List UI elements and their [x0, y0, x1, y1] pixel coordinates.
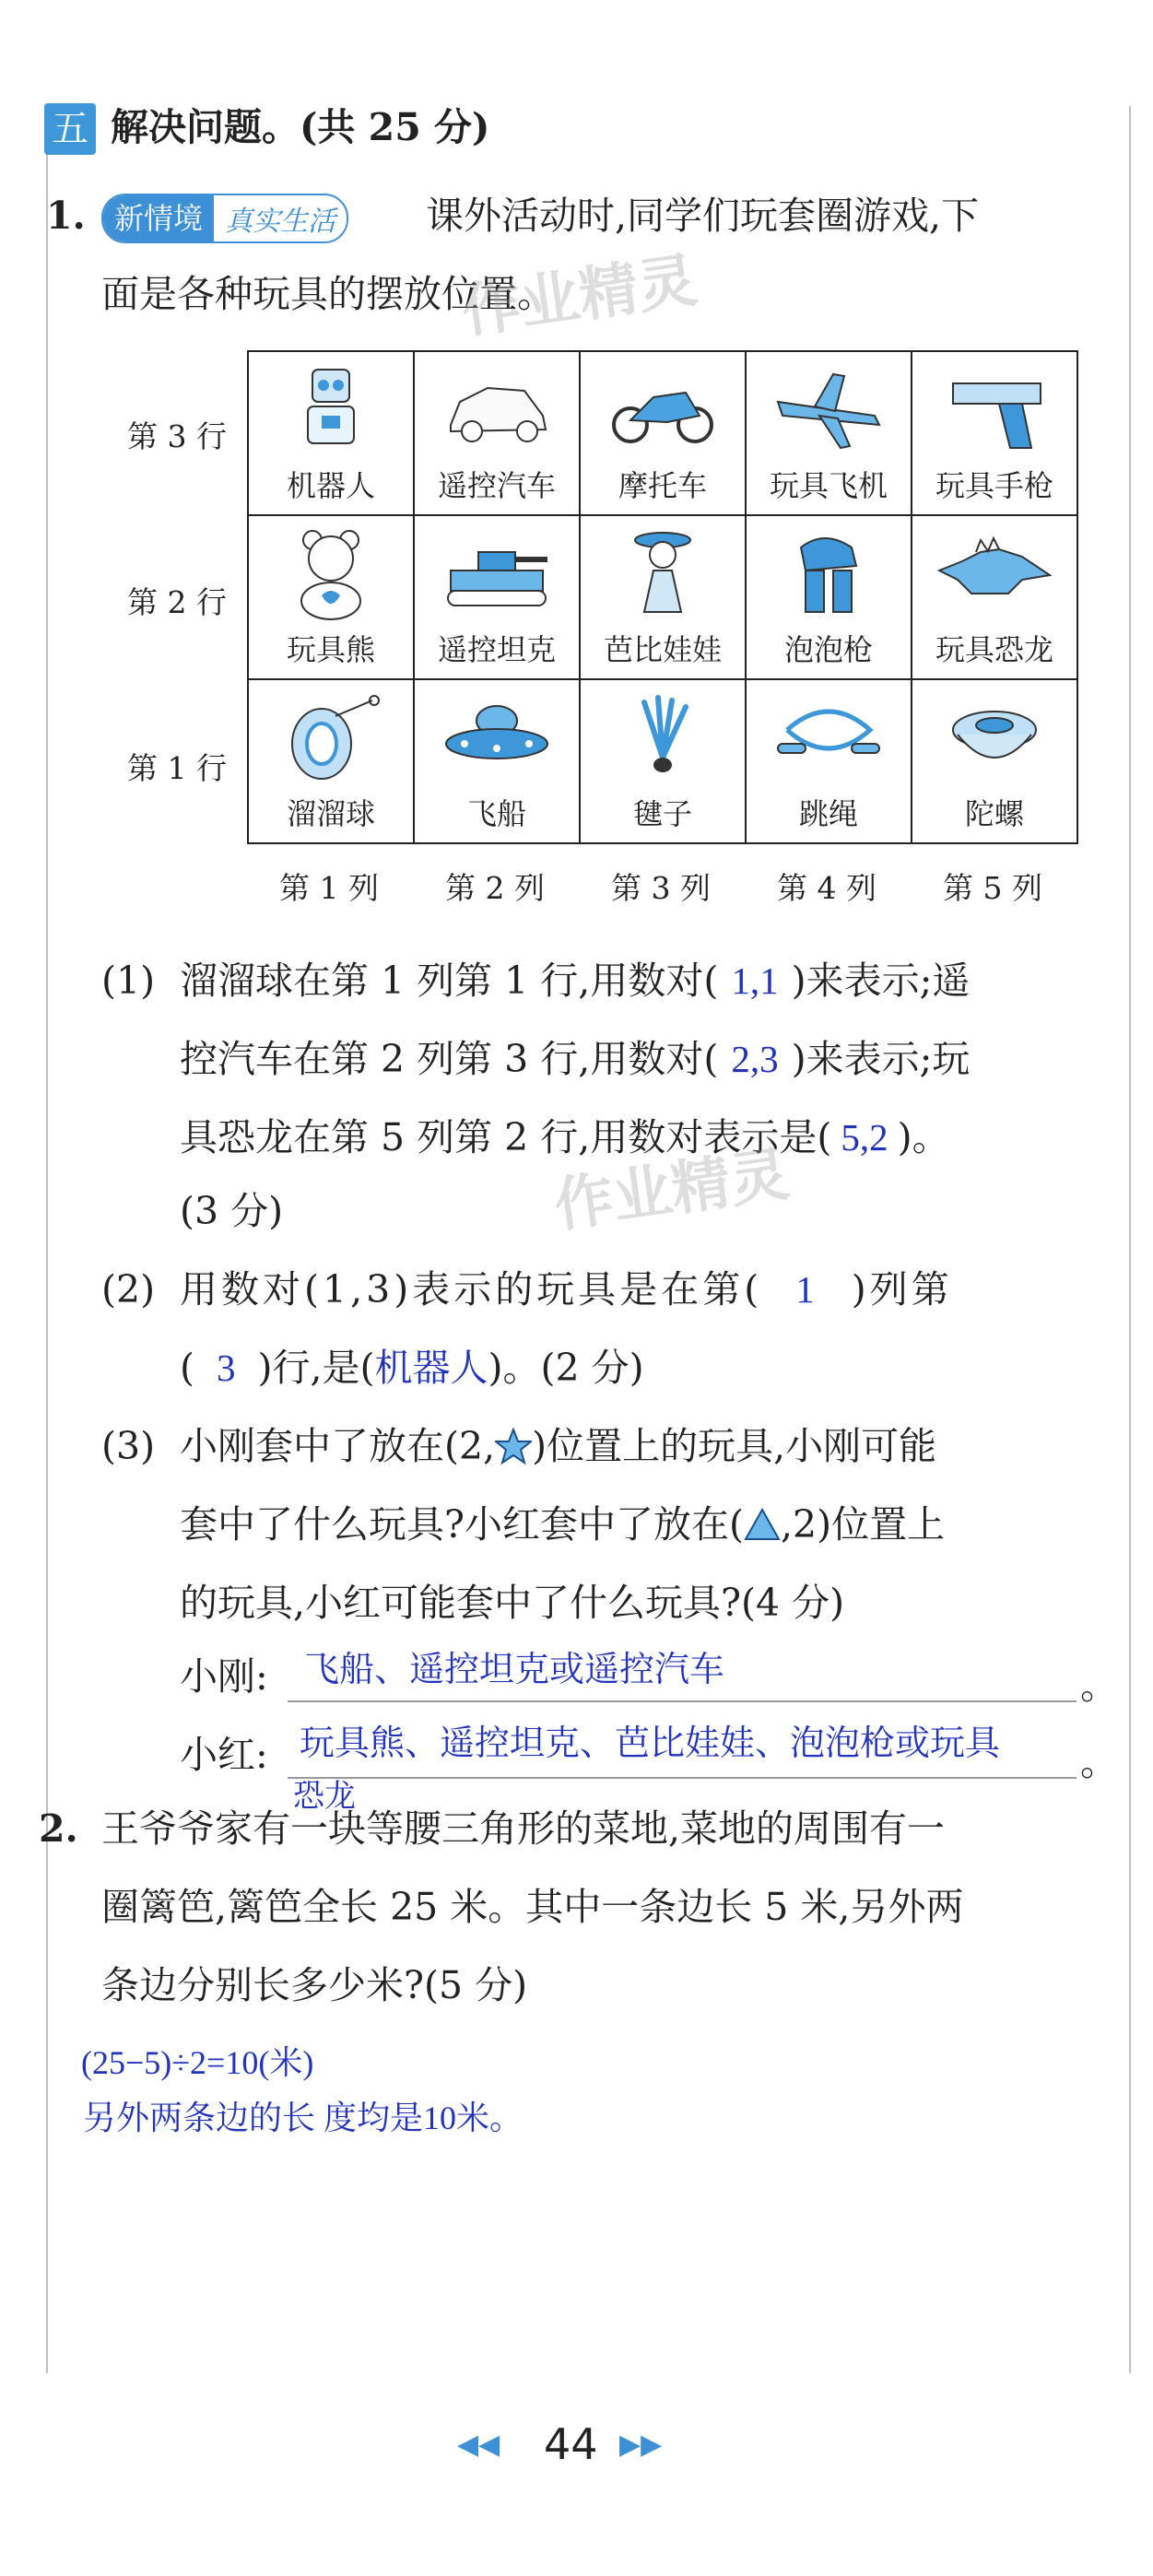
- text-segment: 小刚套中了放在(2,: [180, 1424, 496, 1468]
- period: 。: [1080, 1740, 1118, 1784]
- toy-label: 玩具飞机: [769, 468, 888, 503]
- car-icon: [437, 365, 557, 457]
- text-segment: 用数对(1,3)表示的玩具是在第(: [180, 1267, 763, 1312]
- toy-label: 溜溜球: [286, 796, 375, 831]
- points-note: (3 分): [180, 1189, 284, 1233]
- grid-cell: [912, 351, 1077, 515]
- sub-question-line: [180, 1346, 644, 1391]
- sub-question-line: [180, 1424, 936, 1469]
- toy-label: 机器人: [286, 468, 375, 503]
- answer-underline: [288, 1777, 1077, 1779]
- sub-question-line: 的玩具,小红可能套中了什么玩具?(4 分): [180, 1581, 845, 1625]
- toy-label: 毽子: [632, 796, 692, 831]
- toy-label: 飞船: [466, 796, 526, 831]
- answer-value: 5,2: [841, 1116, 888, 1159]
- text-segment: )。(2 分): [488, 1346, 644, 1390]
- text-segment: )列第: [851, 1267, 953, 1312]
- text-segment: 具恐龙在第 5 列第 2 行,用数对表示是(: [180, 1115, 832, 1159]
- sub-question-line: [180, 1267, 953, 1312]
- pistol-icon: [935, 365, 1054, 457]
- answer-xiaohong-continued: 恐龙: [293, 1780, 356, 1814]
- answer-xiaohong: 玩具熊、遥控坦克、芭比娃娃、泡泡枪或玩具: [300, 1724, 1001, 1763]
- shuttlecock-icon: [603, 693, 723, 785]
- dinosaur-icon: [935, 529, 1054, 621]
- grid-cell: [248, 679, 414, 843]
- text-segment: ,2)位置上: [780, 1502, 946, 1547]
- answer-xiaogang: 飞船、遥控坦克或遥控汽车: [304, 1651, 725, 1689]
- section-title: 解决问题。(共 25 分): [111, 105, 490, 149]
- question-line: 王爷爷家有一块等腰三角形的菜地,菜地的周围有一: [101, 1806, 946, 1851]
- bubble-gun-icon: [769, 529, 888, 621]
- grid-cell: [580, 351, 746, 515]
- sub-question-line: [180, 1502, 945, 1547]
- answer-value: 机器人: [374, 1347, 488, 1389]
- toy-label: 跳绳: [798, 796, 858, 831]
- answer-label-xiaohong: 小红:: [180, 1733, 268, 1777]
- tank-icon: [437, 529, 557, 621]
- sub-question-line: [180, 959, 970, 1004]
- grid-row: [248, 351, 1077, 515]
- answer-label-xiaogang: 小刚:: [180, 1654, 268, 1699]
- grid-row: [248, 679, 1077, 843]
- tag-real-life: 真实生活: [225, 206, 336, 238]
- grid-cell: [746, 351, 912, 515]
- row-label: 第 2 行: [127, 584, 227, 620]
- text-segment: )行,是(: [257, 1346, 375, 1390]
- right-margin-line: [1129, 106, 1131, 2373]
- text-segment: )。: [897, 1115, 950, 1159]
- text-segment: )来表示;玩: [791, 1037, 971, 1081]
- row-label: 第 1 行: [127, 750, 227, 786]
- airplane-icon: [769, 365, 888, 457]
- text-segment: 溜溜球在第 1 列第 1 行,用数对(: [180, 959, 719, 1003]
- prev-page-arrows-icon[interactable]: ◀◀: [457, 2429, 500, 2461]
- text-segment: )来表示;遥: [791, 959, 971, 1003]
- motorcycle-icon: [603, 365, 723, 457]
- grid-cell: [414, 351, 580, 515]
- teddy-bear-icon: [271, 529, 391, 621]
- star-icon: [495, 1428, 532, 1464]
- toy-label: 摩托车: [618, 468, 707, 503]
- answer-value: 3: [217, 1347, 236, 1389]
- sub-question-number: (3): [101, 1424, 156, 1468]
- column-label: 第 3 列: [611, 870, 711, 906]
- triangle-icon: [744, 1506, 781, 1543]
- spinning-top-icon: [935, 693, 1054, 785]
- answer-value: 1,1: [731, 959, 779, 1002]
- sub-question-number: (2): [101, 1267, 156, 1312]
- question-intro-line: 课外活动时,同学们玩套圈游戏,下: [426, 194, 980, 238]
- toy-label: 陀螺: [964, 796, 1024, 831]
- toy-label: 玩具手枪: [935, 468, 1053, 503]
- watermark: 作业精灵: [457, 246, 701, 347]
- grid-cell: [248, 515, 414, 679]
- toy-label: 玩具恐龙: [935, 632, 1053, 667]
- answer-sentence: 另外两条边的长 度均是10米。: [83, 2100, 524, 2136]
- grid-cell: [580, 515, 746, 679]
- text-segment: (: [180, 1346, 194, 1390]
- context-tag: [101, 194, 348, 243]
- column-label: 第 1 列: [279, 870, 379, 906]
- toy-label: 玩具熊: [286, 632, 375, 667]
- page-number: 44: [544, 2419, 598, 2469]
- tag-new-context: 新情境: [103, 195, 214, 241]
- grid-cell: [580, 679, 746, 843]
- toy-label: 遥控坦克: [437, 632, 556, 667]
- question-number: 1.: [46, 194, 86, 238]
- grid-cell: [912, 515, 1077, 679]
- grid-cell: [746, 679, 912, 843]
- text-segment: 控汽车在第 2 列第 3 行,用数对(: [180, 1037, 719, 1081]
- period: 。: [1080, 1664, 1118, 1708]
- spaceship-icon: [437, 693, 557, 785]
- robot-icon: [271, 365, 391, 457]
- text-segment: 套中了什么玩具?小红套中了放在(: [180, 1502, 744, 1547]
- sub-question-line: [180, 1115, 950, 1160]
- grid-cell: [912, 679, 1077, 843]
- answer-underline: [288, 1700, 1077, 1702]
- question-intro-line: 面是各种玩具的摆放位置。: [101, 272, 555, 316]
- text-segment: )位置上的玩具,小刚可能: [532, 1424, 937, 1468]
- sub-question-number: (1): [101, 959, 156, 1003]
- row-label: 第 3 行: [127, 418, 227, 454]
- toy-position-grid: [247, 350, 1078, 844]
- sub-question-line: [180, 1037, 970, 1082]
- doll-icon: [603, 529, 723, 621]
- grid-cell: [414, 515, 580, 679]
- grid-cell: [248, 351, 414, 515]
- question-number: 2.: [39, 1806, 78, 1851]
- yoyo-icon: [271, 693, 391, 785]
- section-badge: 五: [44, 103, 96, 155]
- watermark: 作业精灵: [549, 1140, 794, 1241]
- grid-row: [248, 515, 1077, 679]
- answer-calculation: (25−5)÷2=10(米): [81, 2044, 314, 2081]
- question-line: 条边分别长多少米?(5 分): [101, 1963, 528, 2007]
- answer-value: 1: [795, 1268, 818, 1311]
- next-page-arrows-icon[interactable]: ▶▶: [619, 2429, 663, 2461]
- grid-cell: [746, 515, 912, 679]
- grid-cell: [414, 679, 580, 843]
- column-label: 第 5 列: [943, 870, 1042, 906]
- left-margin-line: [46, 106, 48, 2373]
- question-line: 圈篱笆,篱笆全长 25 米。其中一条边长 5 米,另外两: [101, 1885, 964, 1929]
- answer-value: 2,3: [731, 1038, 779, 1080]
- toy-label: 泡泡枪: [783, 632, 873, 667]
- jump-rope-icon: [769, 693, 888, 785]
- column-label: 第 2 列: [445, 870, 545, 906]
- column-label: 第 4 列: [777, 870, 877, 906]
- toy-label: 芭比娃娃: [603, 632, 722, 667]
- toy-label: 遥控汽车: [437, 468, 556, 503]
